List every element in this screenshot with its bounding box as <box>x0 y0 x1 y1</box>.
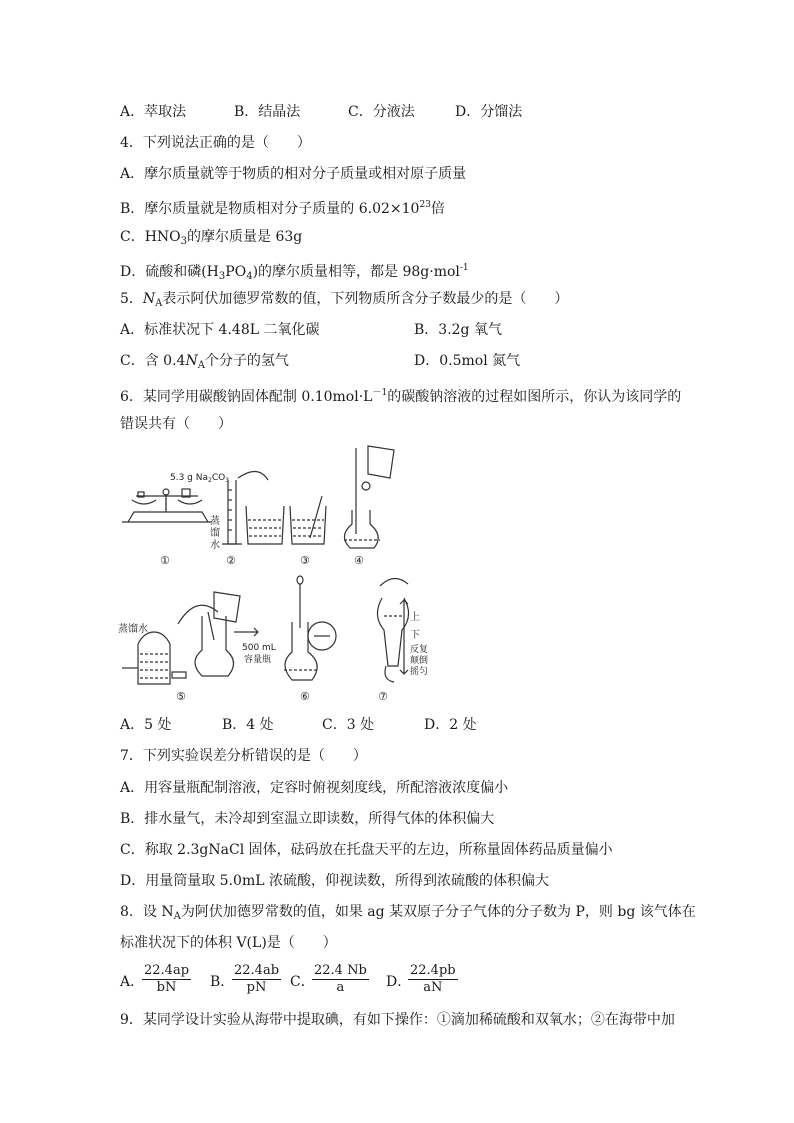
shake-label-2: 颠倒 <box>410 656 429 666</box>
q8-stem-line2: 标准状况下的体积 V(L)是（ ） <box>120 935 337 951</box>
q9-stem: 9．某同学设计实验从海带中提取碘，有如下操作：①滴加稀硫酸和双氧水；②在海带中加 <box>120 1012 675 1028</box>
balance-illustration <box>122 489 212 522</box>
q4-option-b: B．摩尔质量就是物质相对分子质量的 $6.02\times 10^{23}$倍 <box>120 200 445 217</box>
q6-option-d: D．2 处 <box>424 717 477 733</box>
q8-option-a-label: A． <box>120 974 145 990</box>
q6-option-b: B．4 处 <box>222 717 274 733</box>
beaker-illustration-1 <box>246 506 284 544</box>
water-vertical-label-3: 水 <box>210 540 220 551</box>
q5-option-d: D．0.5mol 氮气 <box>414 353 521 369</box>
graduated-cylinder-illustration <box>222 480 242 544</box>
q7-option-d: D．用量筒量取 5.0mL 浓硫酸，仰视读数，所得到浓硫酸的体积偏大 <box>120 873 549 889</box>
dropper-flask-illustration <box>284 576 336 680</box>
q3-option-d: D．分馏法 <box>455 104 523 120</box>
volumetric-flask-illustration-2 <box>195 592 240 676</box>
step-7-label: ⑦ <box>378 690 388 703</box>
q3-option-a: A．萃取法 <box>120 104 187 120</box>
invert-shake-illustration <box>377 578 408 682</box>
flask-name-label: 容量瓶 <box>244 655 272 665</box>
q4-option-d: D．硫酸和磷$(H_3PO_4)$的摩尔质量相等，都是 98g·mol$^{-1}$ <box>120 263 469 282</box>
q8-option-c-fraction: $\frac{22.4 Nb}{a}$ <box>314 963 367 995</box>
q8-stem: 8．设 $N_A$为阿伏加德罗常数的值，如果 ag 某双原子分子气体的分子数为 P，则 bg 该气体在 <box>120 904 696 922</box>
shake-label-1: 反复 <box>410 645 429 655</box>
q5-option-b: B．3.2g 氧气 <box>414 322 502 338</box>
arrow-curve <box>238 471 268 480</box>
q8-option-a-fraction: $\frac{22.4ap}{bN}$ <box>144 963 190 995</box>
q4-option-c: C．$HNO_3$的摩尔质量是 63g <box>120 229 303 247</box>
q4-option-a: A．摩尔质量就等于物质的相对分子质量或相对原子质量 <box>120 166 467 182</box>
q7-option-b: B．排水量气，未冷却到室温立即读数，所得气体的体积偏大 <box>120 811 495 827</box>
q3-option-b: B．结晶法 <box>234 104 301 120</box>
q6-stem: 6．某同学用碳酸钠固体配制 $0.10mol\cdot L^{-1}$的碳酸钠溶液的过程如图所示，你认为该同学的 <box>120 388 682 405</box>
water-label: 蒸馏水 <box>118 624 148 635</box>
q8-option-c-label: C． <box>290 974 315 990</box>
wash-bottle-illustration <box>138 632 170 684</box>
q6-stem-line2: 错误共有（ ） <box>120 416 232 432</box>
q3-option-c: C．分液法 <box>348 104 415 120</box>
beaker-illustration-2 <box>290 496 326 544</box>
volumetric-flask-illustration-1 <box>344 446 394 548</box>
step-5-label: ⑤ <box>176 690 186 703</box>
q6-option-a: A．5 处 <box>120 717 172 733</box>
q7-option-a: A．用容量瓶配制溶液，定容时俯视刻度线，所配溶液浓度偏小 <box>120 780 509 796</box>
q8-option-b-label: B． <box>210 974 235 990</box>
water-vertical-label-2: 馏 <box>210 528 220 539</box>
q5-option-a: A．标准状况下 4.48L 二氧化碳 <box>120 322 320 338</box>
shake-label-3: 摇匀 <box>410 667 429 677</box>
q5-stem: 5．$N_A$表示阿伏加德罗常数的值，下列物质所含分子数最少的是（ ） <box>120 291 569 309</box>
q7-option-c: C．称取 2.3gNaCl 固体，砝码放在托盘天平的左边，所称量固体药品质量偏小 <box>120 842 613 858</box>
q6-option-c: C．3 处 <box>322 717 375 733</box>
reagent-label: 5.3 g $Na_2CO_3$ <box>170 473 230 484</box>
q5-option-c: C．含 $0.4N_A$个分子的氢气 <box>120 353 289 371</box>
q7-stem: 7．下列实验误差分析错误的是（ ） <box>120 748 367 764</box>
q8-option-b-fraction: $\frac{22.4ab}{pN}$ <box>234 963 280 995</box>
step-4-label: ④ <box>354 554 364 567</box>
up-label: 上 <box>410 612 420 623</box>
solution-preparation-figure <box>118 440 438 708</box>
step-2-label: ② <box>226 554 236 567</box>
flask-volume-label: 500 mL <box>242 643 276 653</box>
q8-option-d-label: D． <box>386 974 412 990</box>
q4-stem: 4．下列说法正确的是（ ） <box>120 135 311 151</box>
step-1-label: ① <box>160 554 170 567</box>
down-label: 下 <box>410 630 420 641</box>
step-3-label: ③ <box>300 554 310 567</box>
q8-option-d-fraction: $\frac{22.4pb}{aN}$ <box>410 963 456 995</box>
arrow-curve-2 <box>178 605 218 624</box>
step-6-label: ⑥ <box>300 690 310 703</box>
water-vertical-label-1: 蒸 <box>210 516 220 527</box>
